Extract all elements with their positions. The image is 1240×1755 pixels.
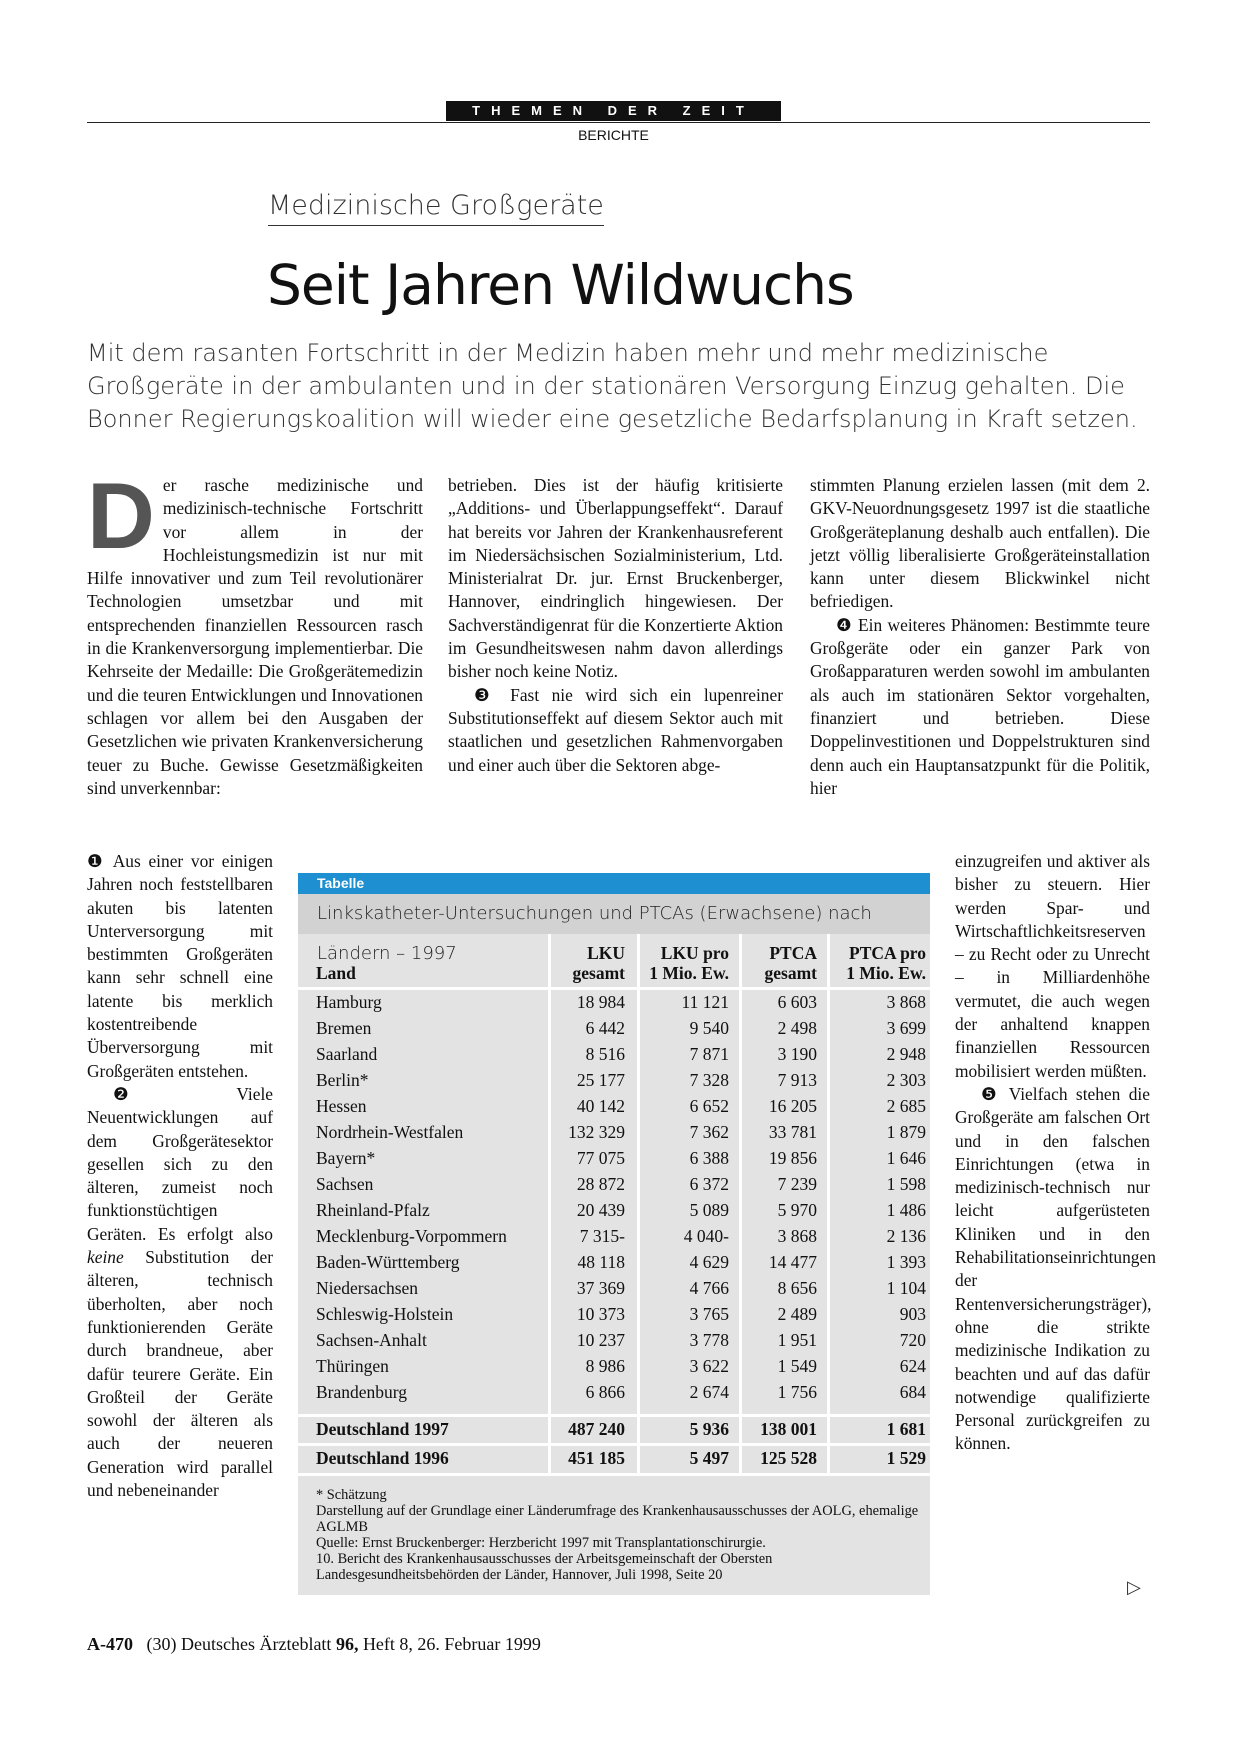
table-cell: 3 699 — [886, 1018, 926, 1038]
table-cell: 1 393 — [886, 1252, 926, 1272]
table-cell: 125 528 — [760, 1448, 817, 1468]
section-label: THEMEN DER ZEIT — [446, 101, 781, 121]
table-cell: 5 970 — [777, 1200, 817, 1220]
table-cell: 1 486 — [886, 1200, 926, 1220]
table-cell: 2 498 — [777, 1018, 817, 1038]
table-cell: 6 603 — [777, 992, 817, 1012]
table-cell: 6 388 — [689, 1148, 729, 1168]
body-column-1-narrow — [87, 850, 273, 1502]
table-cell: 8 516 — [585, 1044, 625, 1064]
table-cell: 903 — [899, 1304, 926, 1324]
table-title: Linkskatheter-Untersuchungen und PTCAs (Erwachsene) nach Ländern – 1997 — [298, 894, 930, 934]
table-cell: 3 190 — [777, 1044, 817, 1064]
body-column-2 — [448, 474, 783, 777]
table-cell: 1 756 — [777, 1382, 817, 1402]
table-cell: 5 089 — [689, 1200, 729, 1220]
article-headline: Seit Jahren Wildwuchs — [267, 253, 854, 317]
table-cell: 6 442 — [585, 1018, 625, 1038]
table-cell: 6 652 — [689, 1096, 729, 1116]
table-cell: 7 871 — [689, 1044, 729, 1064]
table-cell: 18 984 — [576, 992, 625, 1012]
table-cell: 3 868 — [777, 1226, 817, 1246]
paragraph — [87, 463, 423, 800]
table-cell: 7 328 — [689, 1070, 729, 1090]
body-column-3 — [810, 474, 1150, 800]
table-cell: 487 240 — [568, 1419, 625, 1439]
table-divider — [637, 934, 640, 1473]
table-row-label: Schleswig-Holstein — [316, 1304, 454, 1324]
table-cell: 1 681 — [886, 1419, 926, 1439]
table-divider — [298, 1473, 930, 1476]
table-note: * Schätzung — [316, 1487, 387, 1503]
volume-number: 96, — [335, 1634, 359, 1654]
table-cell: 5 497 — [689, 1448, 729, 1468]
table-row-label: Thüringen — [316, 1356, 389, 1376]
body-column-3-narrow — [955, 850, 1156, 1456]
table-cell: 1 529 — [886, 1448, 926, 1468]
table-cell: 1 879 — [886, 1122, 926, 1142]
table-header: LKU gesamt — [572, 943, 625, 983]
table-cell: 4 766 — [689, 1278, 729, 1298]
continue-arrow-icon: ▷ — [1127, 1577, 1141, 1597]
table-row-label: Sachsen — [316, 1174, 374, 1194]
table-header: PTCA pro 1 Mio. Ew. — [846, 943, 926, 983]
table-cell: 4 040- — [683, 1226, 729, 1246]
table-note: Quelle: Ernst Bruckenberger: Herzbericht 1997 mit Transplantationschirurgie. — [316, 1535, 766, 1551]
table-cell: 2 674 — [689, 1382, 729, 1402]
table-cell: 33 781 — [768, 1122, 817, 1142]
table-cell: 9 540 — [689, 1018, 729, 1038]
table-row-label: Sachsen-Anhalt — [316, 1330, 427, 1350]
table-row-label: Bremen — [316, 1018, 372, 1038]
table-cell: 7 315- — [579, 1226, 625, 1246]
table-cell: 2 948 — [886, 1044, 926, 1064]
table-cell: 684 — [899, 1382, 926, 1402]
table-note: 10. Bericht des Krankenhausausschusses der Arbeitsgemeinschaft der Obersten Landesgesundheitsbehörden der Länder, Hannover, Juli 1998, Seite 20 — [316, 1551, 773, 1583]
paragraph: ❷ Viele Neuentwicklungen auf dem Großgerätesektor gesellen sich zu den älteren, zumeist noch funktionstüchtigen Geräten. Es erfolgt also keine Substitution der älteren, technisch überholten, aber noch funktionierenden Geräte durch brandneue, aber dafür teurere Geräte. Ein Großteil der Geräte sowohl der älteren als auch der neueren Generation wird parallel und nebeneinander — [87, 1083, 273, 1501]
table-row-label: Rheinland-Pfalz — [316, 1200, 430, 1220]
paragraph: ❶ Aus einer vor einigen Jahren noch feststellbaren akuten bis latenten Unterversorgung mit bestimmten Großgeräten kann sehr schnell eine latente bis merklich kostentreibende Überversorgung mit Großgeräten entstehen. — [87, 851, 273, 1081]
table-row-label: Hamburg — [316, 992, 382, 1012]
article-kicker: Medizinische Großgeräte — [268, 190, 604, 226]
table-cell: 8 656 — [777, 1278, 817, 1298]
table-header: PTCA gesamt — [764, 943, 817, 983]
paragraph: ❸ Fast nie wird sich ein lupenreiner Substitutionseffekt auf diesem Sektor auch mit staatlichen und gesetzlichen Rahmenvorgaben und einer auch über die Sektoren abge- — [448, 684, 783, 775]
paragraph: einzugreifen und aktiver als bisher zu steuern. Hier werden Spar- und Wirtschaftlichkeitsreserven – zu Recht oder zu Unrecht – in Milliardenhöhe vermutet, die auch wegen der anhaltend knappen finanziellen Ressourcen mobilisiert werden müßten. — [955, 851, 1150, 1081]
table-row-label: Brandenburg — [316, 1382, 408, 1402]
table-row-label: Hessen — [316, 1096, 367, 1116]
table-cell: 720 — [899, 1330, 926, 1350]
page-number: A-470 — [87, 1634, 133, 1654]
table-cell: 2 303 — [886, 1070, 926, 1090]
article-lead: Mit dem rasanten Fortschritt in der Medizin haben mehr und mehr medizinische Großgeräte in der ambulanten und in der stationären Versorgung Einzug gehalten. Die Bonner Regierungskoalition will wieder eine gesetzliche Bedarfsplanung in Kraft setzen. — [87, 339, 1138, 433]
table-cell: 1 646 — [886, 1148, 926, 1168]
header-rule — [87, 122, 1150, 123]
table-row-label: Mecklenburg-Vorpommern — [316, 1226, 507, 1246]
table-cell: 138 001 — [760, 1419, 817, 1439]
table-row-label: Berlin* — [316, 1070, 369, 1090]
table-cell: 7 362 — [689, 1122, 729, 1142]
emphasis: keine — [87, 1247, 124, 1268]
paragraph: stimmten Planung erzielen lassen (mit dem 2. GKV-Neuordnungsgesetz 1997 ist die staatliche Großgeräteplanung deshalb auch entfallen). Die jetzt völlig liberalisierte Großgeräteinstallation kann unter diesem Blickwinkel nicht befriedigen. — [810, 475, 1150, 612]
table-cell: 1 549 — [777, 1356, 817, 1376]
table-cell: 10 373 — [576, 1304, 625, 1324]
table-cell: 7 239 — [777, 1174, 817, 1194]
table-cell: 25 177 — [576, 1070, 625, 1090]
table-label: Tabelle — [298, 873, 930, 894]
table-row-label: Saarland — [316, 1044, 378, 1064]
paragraph: ❹ Ein weiteres Phänomen: Bestimmte teure Großgeräte oder ein ganzer Park von Großapparaturen werden sowohl im ambulanten als auch im stationären Sektor vorgehalten, finanziert und betrieben. Diese Doppelinvestitionen und Doppelstrukturen sind denn auch ein Hauptansatzpunkt für die Politik, hier — [810, 614, 1150, 798]
table-cell: 132 329 — [568, 1122, 625, 1142]
page-footer: A-470 (30) Deutsches Ärzteblatt 96, Heft 8, 26. Februar 1999 — [87, 1634, 541, 1654]
paragraph-text: er rasche medizinische und medizinisch-technische Fortschritt vor allem in der Hochleistungsmedizin ist nur mit Hilfe innovativer und zum Teil revolutionärer Technologien umsetzbar und mit entsprechenden finanziellen Ressourcen rasch in die Krankenversorgung implementierbar. Die Kehrseite der Medaille: Die Großgerätemedizin und die teuren Entwicklungen und Innovationen schlagen vor allem bei den Ausgaben der Gesetzlichen wie privaten Krankenversicherung teuer zu Buche. Gewisse Gesetzmäßigkeiten sind unverkennbar: — [87, 475, 423, 798]
table-row-label: Niedersachsen — [316, 1278, 419, 1298]
table-row-label: Nordrhein-Westfalen — [316, 1122, 464, 1142]
table-cell: 3 868 — [886, 992, 926, 1012]
table-cell: 2 136 — [886, 1226, 926, 1246]
paragraph: betrieben. Dies ist der häufig kritisierte „Additions- und Überlappungseffekt“. Darauf hat bereits vor Jahren der Krankenhausreferent im Niedersächsischen Sozialministerium, Ltd. Ministerialrat Dr. jur. Ernst Bruckenberger, Hannover, eindringlich hingewiesen. Der Sachverständigenrat für die Konzertierte Aktion im Gesundheitswesen nahm davon allerdings bisher noch keine Notiz. — [448, 475, 783, 682]
table-note: Darstellung auf der Grundlage einer Länderumfrage des Krankenhausausschusses der AOLG, ehemalige AGLMB — [316, 1503, 919, 1535]
table-cell: 2 685 — [886, 1096, 926, 1116]
table-cell: 1 598 — [886, 1174, 926, 1194]
table-cell: 451 185 — [568, 1448, 625, 1468]
table-cell: 6 866 — [585, 1382, 625, 1402]
table-cell: 37 369 — [576, 1278, 625, 1298]
table-cell: 11 121 — [681, 992, 729, 1012]
table-cell: 4 629 — [689, 1252, 729, 1272]
table-row-label: Deutschland 1997 — [316, 1419, 449, 1439]
table-header: LKU pro 1 Mio. Ew. — [649, 943, 729, 983]
table-cell: 6 372 — [689, 1174, 729, 1194]
table-cell: 77 075 — [576, 1148, 625, 1168]
table-notes — [316, 1487, 926, 1583]
subsection-label: BERICHTE — [578, 127, 649, 143]
table-cell: 10 237 — [576, 1330, 625, 1350]
table-divider — [827, 934, 830, 1473]
table-cell: 7 913 — [777, 1070, 817, 1090]
table-cell: 16 205 — [768, 1096, 817, 1116]
table-cell: 3 765 — [689, 1304, 729, 1324]
table-cell: 14 477 — [768, 1252, 817, 1272]
table-cell: 5 936 — [689, 1419, 729, 1439]
drop-cap: D — [87, 463, 155, 568]
table-cell: 1 104 — [886, 1278, 926, 1298]
table-cell: 624 — [899, 1356, 926, 1376]
paragraph: ❺ Vielfach stehen die Großgeräte am falschen Ort und in den falschen Einrichtungen (etwa in medizinisch-technisch nur leicht aufgerüsteten Kliniken und in den Rehabilitationseinrichtungen der Rentenversicherungsträger), ohne die strikte medizinische Indikation zu beachten und auf das dafür notwendige qualifizierte Personal zurückgreifen zu können. — [955, 1083, 1156, 1454]
table-header: Land — [316, 963, 356, 983]
table-divider — [548, 934, 551, 1473]
table-cell: 2 489 — [777, 1304, 817, 1324]
table-divider — [739, 934, 742, 1473]
body-column-1 — [87, 463, 423, 800]
table-row-label: Bayern* — [316, 1148, 376, 1168]
table-cell: 19 856 — [768, 1148, 817, 1168]
table-row-label: Deutschland 1996 — [316, 1448, 449, 1468]
table-cell: 1 951 — [777, 1330, 817, 1350]
table-row-label: Baden-Württemberg — [316, 1252, 460, 1272]
table-cell: 28 872 — [576, 1174, 625, 1194]
table-cell: 20 439 — [576, 1200, 625, 1220]
table-cell: 3 778 — [689, 1330, 729, 1350]
table-cell: 8 986 — [585, 1356, 625, 1376]
table-cell: 40 142 — [576, 1096, 625, 1116]
table-cell: 48 118 — [577, 1252, 625, 1272]
table-cell: 3 622 — [689, 1356, 729, 1376]
